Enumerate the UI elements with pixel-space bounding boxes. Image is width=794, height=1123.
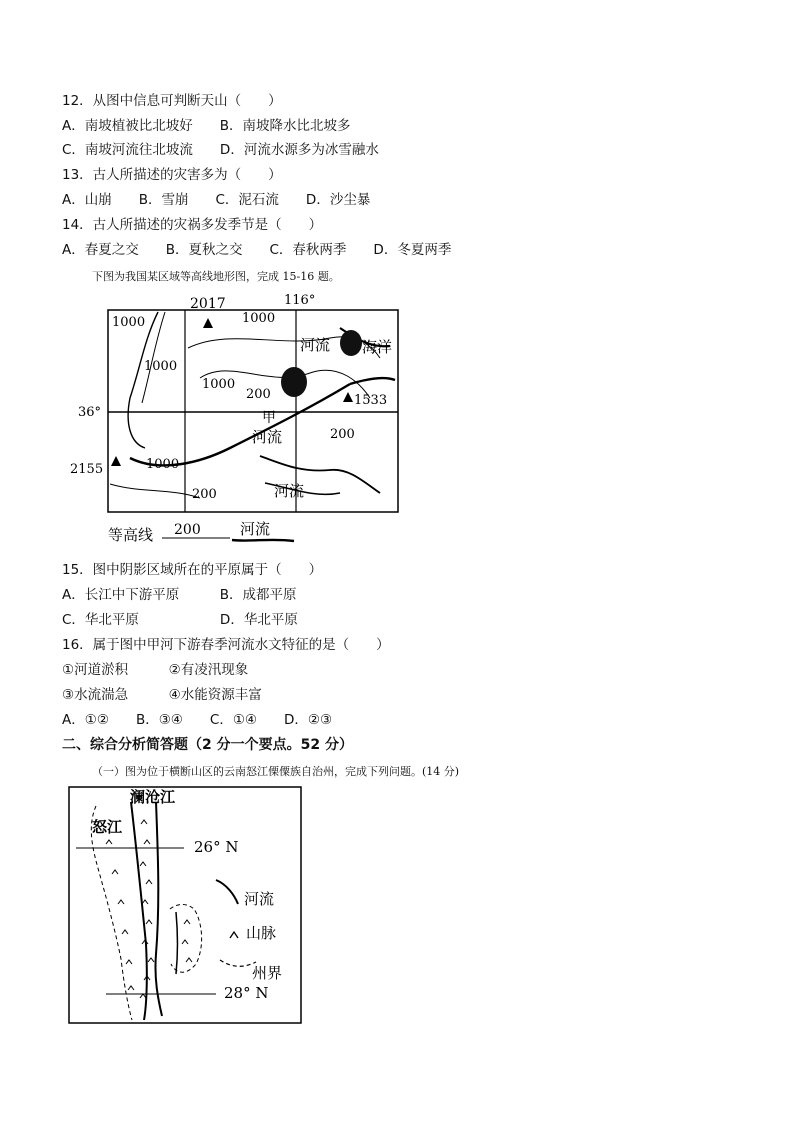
legend-river: 河流: [240, 520, 271, 538]
label-1000-b: 1000: [242, 311, 276, 326]
label-river-3: 河流: [274, 482, 305, 500]
label-lat-28: 28° N: [224, 984, 269, 1002]
label-jia: 甲: [262, 410, 276, 426]
label-lat-26: 26° N: [194, 838, 239, 856]
label-ocean: 海洋: [362, 338, 393, 356]
q16-stem: 16．属于图中甲河下游春季河流水文特征的是（ ）: [62, 637, 390, 653]
label-river-2: 河流: [252, 428, 283, 446]
legend-border: 州界: [252, 964, 283, 982]
intro-part-1: （一）图为位于横断山区的云南怒江傈僳族自治州，完成下列问题。(14 分): [92, 765, 460, 778]
intro-15-16: 下图为我国某区域等高线地形图，完成 15-16 题。: [92, 270, 340, 283]
shaded-plain: [281, 367, 307, 397]
contour-map: [70, 288, 410, 550]
label-nujiang: 怒江: [92, 818, 123, 836]
peak-1533-icon: [343, 392, 353, 402]
label-36: 36°: [78, 405, 102, 420]
legend-mountain: 山脉: [246, 924, 277, 942]
q13-options: A．山崩 B．雪崩 C．泥石流 D．沙尘暴: [62, 192, 371, 208]
section-2-heading: 二、综合分析简答题（2 分一个要点。52 分）: [62, 737, 353, 753]
peak-2017-icon: [203, 318, 213, 328]
label-2017: 2017: [190, 296, 226, 312]
nujiang-map: [66, 784, 306, 1028]
q12-options-ab: A．南坡植被比北坡好 B．南坡降水比北坡多: [62, 118, 351, 134]
label-1000-c: 1000: [144, 359, 178, 374]
legend-river: 河流: [244, 890, 275, 908]
q14-options: A．春夏之交 B．夏秋之交 C．春秋两季 D．冬夏两季: [62, 242, 452, 258]
label-1000-a: 1000: [112, 315, 146, 330]
label-200-b: 200: [330, 427, 355, 442]
label-200-c: 200: [192, 487, 217, 502]
q12-stem: 12．从图中信息可判断天山（ ）: [62, 93, 282, 109]
peak-2155-icon: [111, 456, 121, 466]
q15-stem: 15．图中阴影区域所在的平原属于（ ）: [62, 562, 323, 578]
q15-options-ab: A．长江中下游平原 B．成都平原: [62, 587, 297, 603]
label-river-1: 河流: [300, 336, 331, 354]
q13-stem: 13．古人所描述的灾害多为（ ）: [62, 167, 282, 183]
label-2155: 2155: [70, 462, 104, 477]
label-116: 116°: [284, 293, 316, 308]
label-1000-d: 1000: [202, 377, 236, 392]
legend-contour: 等高线: [108, 526, 154, 544]
legend-200: 200: [174, 522, 201, 538]
q15-options-cd: C．华北平原 D．华北平原: [62, 612, 298, 628]
q14-stem: 14．古人所描述的灾祸多发季节是（ ）: [62, 217, 323, 233]
label-lancang: 澜沧江: [130, 788, 176, 806]
label-1000-e: 1000: [146, 457, 180, 472]
label-1533: 1533: [354, 393, 388, 408]
q16-items-34: ③水流湍急 ④水能资源丰富: [62, 687, 262, 703]
q12-options-cd: C．南坡河流往北坡流 D．河流水源多为冰雪融水: [62, 142, 379, 158]
q16-items-12: ①河道淤积 ②有凌汛现象: [62, 662, 249, 678]
ocean-shade: [340, 330, 362, 356]
q16-options: A．①② B．③④ C．①④ D．②③: [62, 712, 333, 728]
label-200-a: 200: [246, 387, 271, 402]
mountain-icon: [230, 932, 238, 938]
